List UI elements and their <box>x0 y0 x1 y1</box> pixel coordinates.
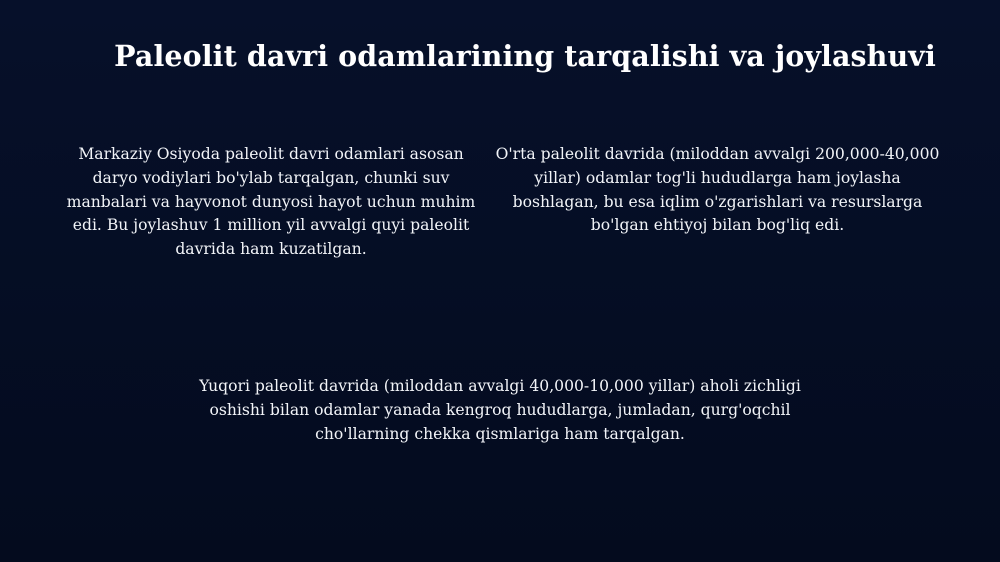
paragraph-middle-paleolithic: O'rta paleolit davrida (miloddan avvalgi 200,000-40,000 yillar) odamlar tog'li hududlarga ham joylasha boshlagan, bu esa iqlim o'zgarishlari va resurslarga bo'lgan ehtiyoj bilan bog'liq edi. <box>495 145 940 235</box>
slide-title: Paleolit davri odamlarining tarqalishi va joylashuvi <box>114 39 936 73</box>
paragraph-upper-paleolithic: Yuqori paleolit davrida (miloddan avvalgi 40,000-10,000 yillar) aholi zichligi oshishi bilan odamlar yanada kengroq hududlarga, jumladan, qurg'oqchil cho'llarning chekka qismlariga ham tarqalgan. <box>199 377 801 443</box>
paragraph-lower-paleolithic: Markaziy Osiyoda paleolit davri odamlari asosan daryo vodiylari bo'ylab tarqalgan, chunki suv manbalari va hayvonot dunyosi hayot uchun muhim edi. Bu joylashuv 1 million yil avvalgi quyi paleolit davrida ham kuzatilgan. <box>66 145 476 259</box>
